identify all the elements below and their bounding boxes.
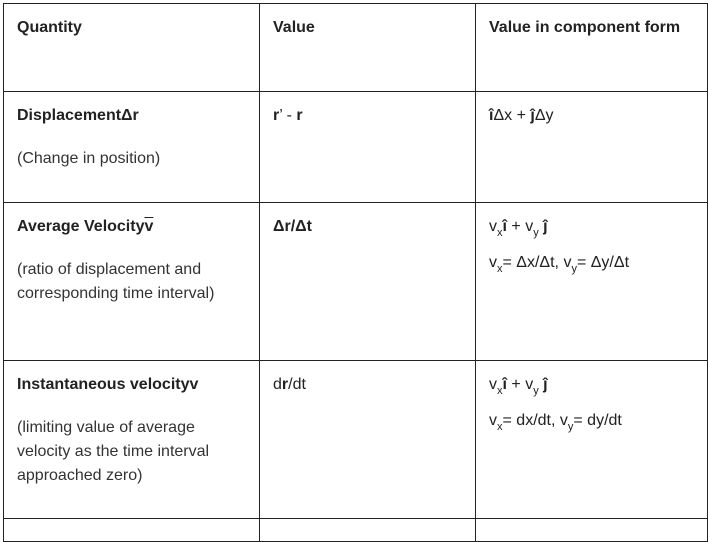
quantity-cell <box>4 92 260 203</box>
component-definition: $v_x= \Delta x/\Delta t$, $v_y= \Delta y/\Delta t$ <box>489 254 630 275</box>
quantity-description: (Change in position) <box>17 150 161 167</box>
kinematics-table <box>3 3 708 542</box>
component-cell <box>476 92 708 203</box>
header-component-form: Value in component form <box>476 4 708 92</box>
table-row <box>4 203 708 361</box>
component-expression: $v_xî + v_y$ ĵ <box>489 376 548 397</box>
quantity-name: Instantaneous velocityv <box>17 376 199 393</box>
component-expression: îΔx + ĵΔy <box>489 107 554 124</box>
quantity-cell <box>4 203 260 361</box>
table-row-empty <box>4 519 708 542</box>
quantity-description: (ratio of displacement and corresponding time interval) <box>17 261 215 302</box>
value-cell: dr/dt <box>260 361 476 519</box>
header-row <box>4 4 708 92</box>
empty-cell <box>260 519 476 542</box>
component-definition: $v_x= dx/dt$, $v_y= dy/dt$ <box>489 412 622 433</box>
quantity-name: Average $Velocity\overline{v}$ <box>17 218 154 235</box>
quantity-description: (limiting value of average velocity as the time interval approached zero) <box>17 419 210 484</box>
value-cell: Δr/Δt <box>260 203 476 361</box>
component-cell <box>476 203 708 361</box>
table-row <box>4 361 708 519</box>
component-expression: $v_xî + v_y$ ĵ <box>489 218 548 239</box>
value-cell: r’ - r <box>260 92 476 203</box>
component-cell <box>476 361 708 519</box>
quantity-name: DisplacementΔr <box>17 107 139 124</box>
header-quantity: Quantity <box>4 4 260 92</box>
table-row <box>4 92 708 203</box>
header-value: Value <box>260 4 476 92</box>
quantity-cell <box>4 361 260 519</box>
empty-cell <box>476 519 708 542</box>
empty-cell <box>4 519 260 542</box>
